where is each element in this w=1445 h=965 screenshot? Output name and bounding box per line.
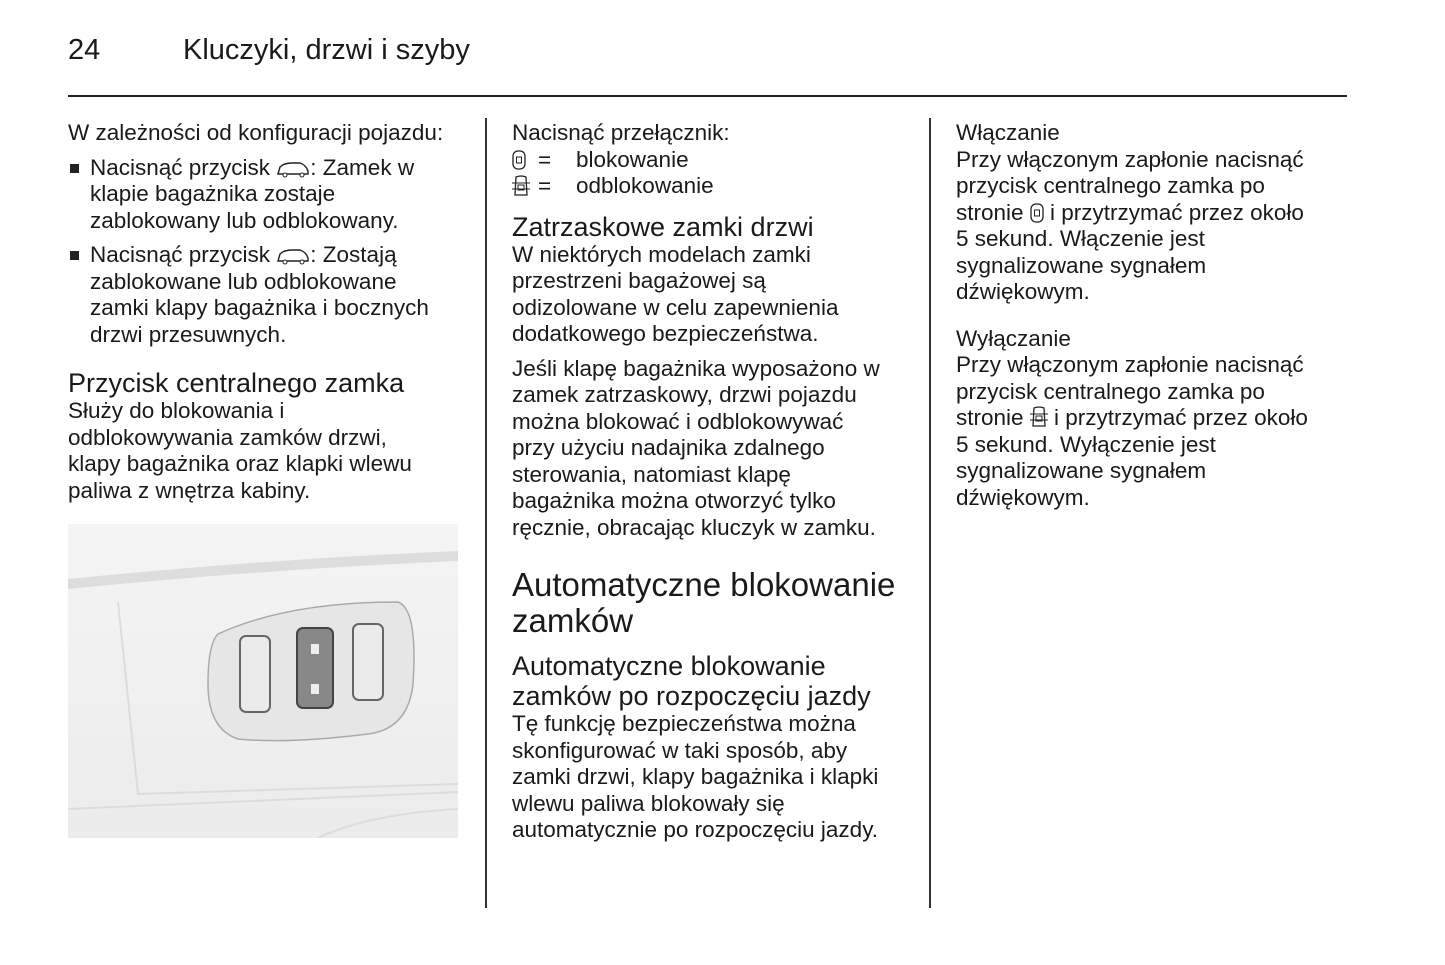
car-unlock-icon	[512, 175, 538, 197]
paragraph: Służy do blokowania i odblokowywania zamków drzwi, klapy bagażnika oraz klapki wlewu paliwa z wnętrza kabiny.	[68, 398, 412, 503]
text: i przytrzymać przez około 5 sekund. Wyłączenie jest sygnalizowane sygnałem dźwiękowym.	[956, 405, 1308, 510]
legend-row	[512, 173, 912, 200]
legend-label: odblokowanie	[576, 173, 714, 198]
bullet-text: Nacisnąć przycisk	[90, 242, 277, 267]
subsection-heading: Automatyczne blokowanie zamków po rozpoczęciu jazdy	[512, 651, 871, 711]
equals-sign: =	[538, 146, 552, 172]
header-rule	[68, 95, 1347, 97]
subheading-enable: Włączanie	[956, 120, 1060, 145]
intro-text: W zależności od konfiguracji pojazdu:	[68, 120, 444, 145]
bullet-text: Nacisnąć przycisk	[90, 154, 277, 180]
bullet-item	[68, 155, 468, 235]
car-tailgate-icon	[276, 155, 310, 180]
paragraph: W niektórych modelach zamki przestrzeni bagażowej są odizolowane w celu zapewnienia dodatkowego bezpieczeństwa.	[512, 241, 839, 346]
car-tailgate-icon	[276, 242, 310, 267]
bullet-text: : Zostają zablokowane lub odblokowane zamki klapy bagażnika i bocznych drzwi przesuwnych.	[90, 242, 429, 347]
paragraph: Tę funkcję bezpieczeństwa można skonfigurować w taki sposób, aby zamki drzwi, klapy bagażnika i klapki wlewu paliwa blokowały się automatycznie po rozpoczęciu jazdy.	[512, 711, 879, 842]
section-heading: Zatrzaskowe zamki drzwi	[512, 211, 814, 242]
column-left	[68, 120, 468, 504]
paragraph	[956, 352, 1356, 511]
paragraph	[956, 147, 1356, 306]
column-divider	[929, 118, 931, 908]
page-number: 24	[68, 34, 101, 66]
equals-sign: =	[538, 173, 552, 198]
legend-label: blokowanie	[576, 146, 689, 172]
bullet-item	[68, 242, 468, 348]
text: Przy włączonym zapłonie nacisnąć przycisk centralnego zamka po stronie	[956, 146, 1304, 225]
car-unlock-icon	[1030, 405, 1048, 430]
bullet-text: : Zamek w klapie bagażnika zostaje zablokowany lub odblokowany.	[90, 154, 415, 233]
column-right	[956, 120, 1356, 511]
legend-row	[512, 147, 912, 174]
subheading-disable: Wyłączanie	[956, 325, 1071, 351]
central-lock-switch-illustration	[68, 524, 458, 838]
lock-icon	[512, 150, 538, 170]
section-heading: Przycisk centralnego zamka	[68, 368, 405, 398]
lock-icon	[1030, 200, 1044, 225]
intro-text: Nacisnąć przełącznik:	[512, 120, 730, 145]
column-divider	[485, 118, 487, 908]
chapter-title: Kluczyki, drzwi i szyby	[183, 34, 470, 66]
text: Przy włączonym zapłonie nacisnąć przycisk centralnego zamka po stronie	[956, 352, 1304, 430]
paragraph: Jeśli klapę bagażnika wyposażono w zamek zatrzaskowy, drzwi pojazdu można blokować i odblokowywać przy użyciu nadajnika zdalnego sterowania, natomiast klapę bagażnika można otworzyć tylko ręcznie, obracając kluczyk w zamku.	[512, 355, 880, 540]
chapter-heading: Automatyczne blokowanie zamków	[512, 566, 896, 639]
text: i przytrzymać przez około 5 sekund. Włączenie jest sygnalizowane sygnałem dźwiękowym.	[956, 199, 1304, 304]
column-middle	[512, 120, 912, 844]
